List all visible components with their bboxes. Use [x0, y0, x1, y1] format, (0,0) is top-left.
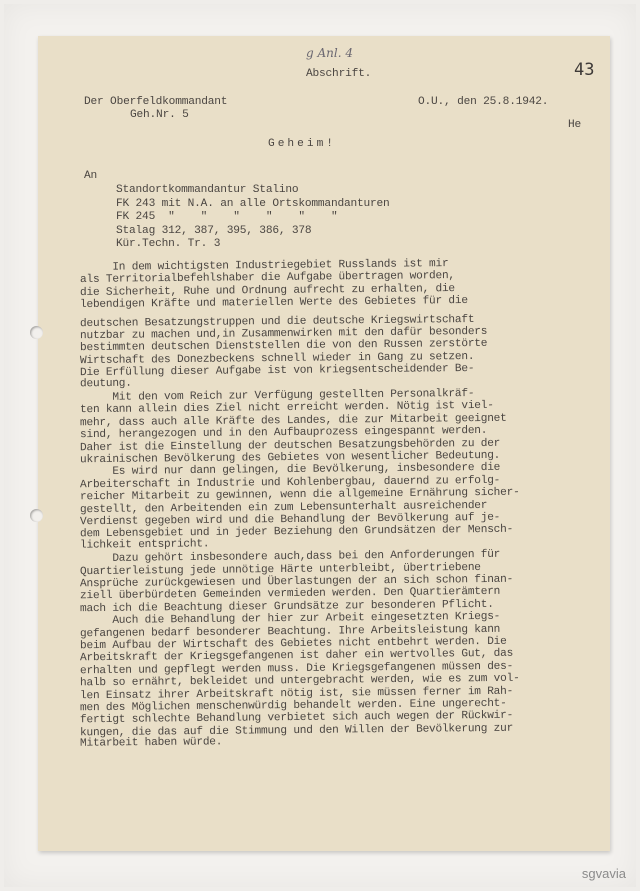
body-line: Es wird nur dann gelingen, die Bevölkerung, insbesondere die — [79, 462, 501, 479]
archive-watermark: sgvavia — [581, 866, 626, 881]
punch-hole-bottom — [30, 509, 43, 522]
place-date: O.U., den 25.8.1942. — [418, 96, 549, 108]
handwritten-annotation: g Anl. 4 — [306, 46, 353, 60]
body-line: Quartierleistung jede unnötige Härte unterbleibt, übertriebene — [79, 561, 481, 578]
body-line: fertigt schlechte Behandlung verbietet sich auch wegen der Rückwir- — [79, 710, 514, 727]
folio-number: 43 — [574, 60, 595, 80]
body-line: ziell überbürdeten Gemeinden vermieden werden. Den Quartierämtern — [79, 586, 501, 603]
copy-marker: Abschrift. — [306, 68, 372, 80]
body-line: bestimmten deutschen Dienststellen die von den Russen zerstörte — [79, 338, 488, 355]
body-line: Mit den vom Reich zur Verfügung gestellten Personalkräf- — [79, 387, 475, 405]
body-line: Die Erfüllung dieser Aufgabe ist von kriegsentscheidender Be- — [79, 363, 475, 380]
body-line: gestellt, den Arbeitenden ein zum Lebensunterhalt ausreichender — [79, 499, 488, 516]
body-line: die Sicherheit, Ruhe und Ordnung aufrecht zu erhalten, die — [79, 282, 455, 299]
body-line: ukrainischen Bevölkerung des Gebietes von wesentlicher Bedeutung. — [79, 449, 501, 467]
body-line: reicher Mitarbeit zu gewinnen, wenn die allgemeine Ernährung sicher- — [79, 486, 520, 504]
body-line: ten kann allein dies Ziel nicht erreicht werden. Nötig ist viel- — [79, 400, 494, 417]
body-line: Auch die Behandlung der hier zur Arbeit eingesetzten Kriegs- — [79, 610, 501, 628]
body-line: Ansprüche zurückgewiesen und Überlastungen der an sich schon finan- — [79, 573, 514, 591]
body-line: kungen, die das auf die Stimmung und den Willen der Bevölkerung zur — [79, 722, 514, 740]
body-line: Verdienst gegeben wird und die Behandlung der Bevölkerung auf je- — [79, 511, 501, 529]
recipient-line: Kür.Techn. Tr. 3 — [116, 238, 221, 250]
body-line: Daher ist die Einstellung der deutschen Besatzungsbehörden zu der — [79, 437, 501, 454]
body-line: Arbeiterschaft in Industrie und Kohlenbergbau, dauernd zu erfolg- — [79, 474, 501, 491]
body-line: Mitarbeit haben würde. — [79, 736, 223, 750]
punch-hole-top — [30, 326, 43, 339]
body-line: beim Aufbau der Wirtschaft des Gebietes nicht entbehrt werden. Die — [79, 635, 507, 653]
body-line: lichkeit entspricht. — [79, 538, 210, 552]
body-line: als Territorialbefehlshaber die Aufgabe übertragen worden, — [79, 270, 455, 287]
body-line: In dem wichtigsten Industriegebiet Russlands ist mir — [79, 258, 449, 274]
body-line: Wirtschaft des Donezbeckens schnell wieder in Gang zu setzen. — [79, 350, 475, 367]
body-line: gefangenen bedarf besonderer Beachtung. Ihre Arbeitsleistung kann — [79, 623, 501, 640]
body-line: men des Möglichen menschenwürdig behandelt werden. Eine ungerecht- — [79, 697, 507, 715]
body-line: sind, herangezogen und in den Aufbauprozess eingespannt werden. — [79, 425, 488, 442]
body-line: Dazu gehört insbesondere auch,dass bei den Anforderungen für — [79, 548, 501, 566]
body-line: mehr, dass auch alle Kräfte des Landes, die zur Mitarbeit geeignet — [79, 412, 507, 430]
body-line: deutung. — [79, 377, 132, 390]
recipient-line: Standortkommandantur Stalino — [116, 184, 299, 196]
body-line: deutschen Besatzungstruppen und die deutsche Kriegswirtschaft — [79, 313, 475, 330]
body-line: mach ich die Beachtung dieser Grundsätze zur besonderen Pflicht. — [79, 598, 494, 615]
address-label: An — [84, 170, 98, 182]
body-line: erhalten und gepflegt werden muss. Die Kriegsgefangenen müssen des- — [79, 660, 514, 678]
recipient-line: FK 245 " " " " " " — [116, 211, 338, 223]
classification: Geheim! — [268, 138, 336, 150]
sender: Der Oberfeldkommandant — [84, 96, 228, 108]
margin-mark: He — [568, 119, 582, 131]
recipient-line: FK 243 mit N.A. an alle Ortskommandanturen — [116, 197, 390, 210]
body-line: dem Lebensgebiet und in jeder Beziehung den Grundsätzen der Mensch- — [79, 524, 514, 541]
document-page — [38, 36, 610, 851]
recipient-line: Stalag 312, 387, 395, 386, 378 — [116, 224, 312, 237]
body-line: lebendigen Kräfte und materiellen Werte des Gebietes für die — [79, 295, 468, 312]
body-line: Arbeitskraft der Kriegsgefangenen ist daher ein wertvolles Gut, das — [79, 648, 514, 665]
body-line: len Einsatz ihrer Arbeitskraft nötig ist, sie müssen ferner im Rah- — [79, 685, 514, 702]
body-line: nutzbar zu machen und,in Zusammenwirken mit den dafür besonders — [79, 325, 488, 343]
reference-number: Geh.Nr. 5 — [130, 109, 189, 121]
body-line: halb so ernährt, bekleidet und untergebracht werden, wie es zum vol- — [79, 672, 520, 690]
